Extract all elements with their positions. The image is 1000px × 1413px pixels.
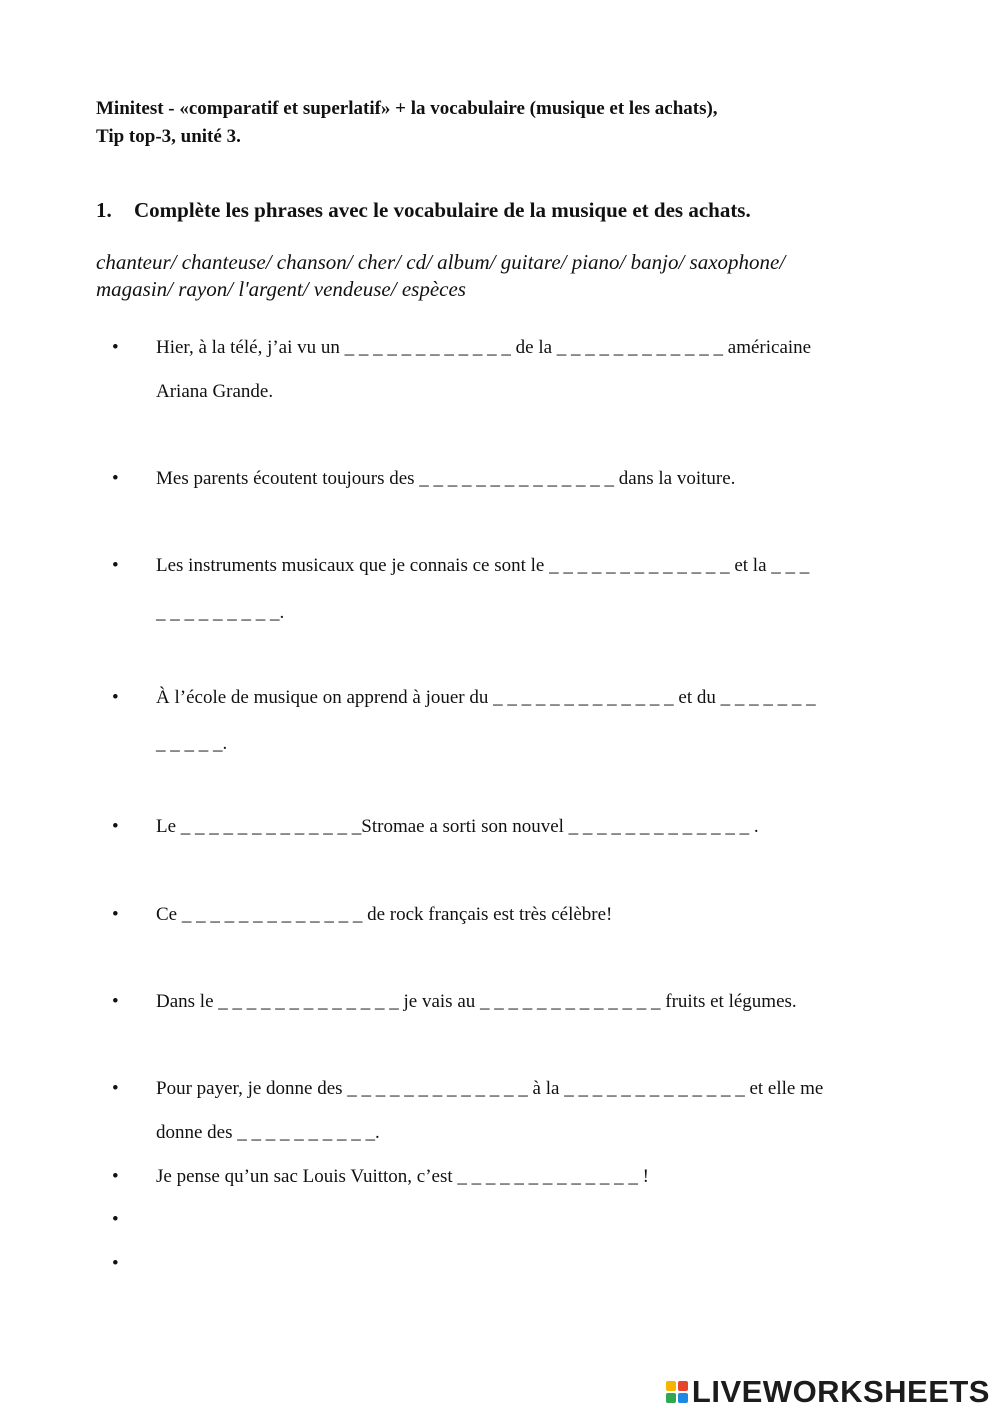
word-bank-line-1: chanteur/ chanteuse/ chanson/ cher/ cd/ album/ guitare/ piano/ banjo/ saxophone/	[96, 250, 786, 274]
exercise-number: 1.	[96, 198, 112, 222]
bullet-item-5: •	[112, 816, 119, 837]
sentence-9: Je pense qu’un sac Louis Vuitton, c’est _ _ _ _ _ _ _ _ _ _ _ _ _ !	[156, 1166, 649, 1187]
sentence-1-line-2: Ariana Grande.	[156, 381, 274, 402]
exercise-instruction	[96, 196, 751, 224]
bullet-item-4: •	[112, 687, 119, 708]
logo-square-3	[666, 1393, 676, 1403]
bullet-item-6: •	[112, 904, 119, 925]
worksheet-title-line-2: Tip top-3, unité 3.	[96, 126, 241, 147]
sentence-3-line-1: Les instruments musicaux que je connais ce sont le _ _ _ _ _ _ _ _ _ _ _ _ _ et la _ _ _	[156, 555, 810, 576]
sentence-4-line-2: _ _ _ _ _.	[156, 733, 228, 754]
sentence-8-line-2: donne des _ _ _ _ _ _ _ _ _ _.	[156, 1122, 380, 1143]
sentence-2: Mes parents écoutent toujours des _ _ _ _ _ _ _ _ _ _ _ _ _ _ dans la voiture.	[156, 468, 736, 489]
sentence-6: Ce _ _ _ _ _ _ _ _ _ _ _ _ _ de rock français est très célèbre!	[156, 904, 613, 925]
liveworksheets-logo-text: LIVEWORKSHEETS	[691, 1374, 990, 1409]
sentence-4-line-1: À l’école de musique on apprend à jouer du _ _ _ _ _ _ _ _ _ _ _ _ _ et du _ _ _ _ _ _ _	[156, 687, 816, 708]
logo-square-2	[678, 1381, 688, 1391]
logo-square-4	[678, 1393, 688, 1403]
bullet-item-7: •	[112, 991, 119, 1012]
bullet-item-empty-2: •	[112, 1253, 119, 1274]
liveworksheets-logo-icon	[666, 1381, 688, 1403]
sentence-5: Le _ _ _ _ _ _ _ _ _ _ _ _ _Stromae a sorti son nouvel _ _ _ _ _ _ _ _ _ _ _ _ _ .	[156, 816, 759, 837]
bullet-item-8: •	[112, 1078, 119, 1099]
sentence-1-line-1: Hier, à la télé, j’ai vu un _ _ _ _ _ _ _ _ _ _ _ _ de la _ _ _ _ _ _ _ _ _ _ _ _ américaine	[156, 337, 812, 358]
bullet-item-1: •	[112, 337, 119, 358]
sentence-7: Dans le _ _ _ _ _ _ _ _ _ _ _ _ _ je vais au _ _ _ _ _ _ _ _ _ _ _ _ _ fruits et légumes.	[156, 991, 797, 1012]
bullet-item-3: •	[112, 555, 119, 576]
liveworksheets-logo	[666, 1372, 990, 1412]
sentence-8-line-1: Pour payer, je donne des _ _ _ _ _ _ _ _ _ _ _ _ _ à la _ _ _ _ _ _ _ _ _ _ _ _ _ et elle me	[156, 1078, 824, 1099]
logo-square-1	[666, 1381, 676, 1391]
exercise-instruction-text: Complète les phrases avec le vocabulaire de la musique et des achats.	[134, 198, 751, 222]
bullet-item-9: •	[112, 1166, 119, 1187]
worksheet-title-line-1: Minitest - «comparatif et superlatif» + la vocabulaire (musique et les achats),	[96, 98, 718, 119]
bullet-item-empty-1: •	[112, 1209, 119, 1230]
word-bank-line-2: magasin/ rayon/ l'argent/ vendeuse/ espèces	[96, 277, 466, 301]
sentence-3-line-2: _ _ _ _ _ _ _ _ _.	[156, 602, 285, 623]
bullet-item-2: •	[112, 468, 119, 489]
